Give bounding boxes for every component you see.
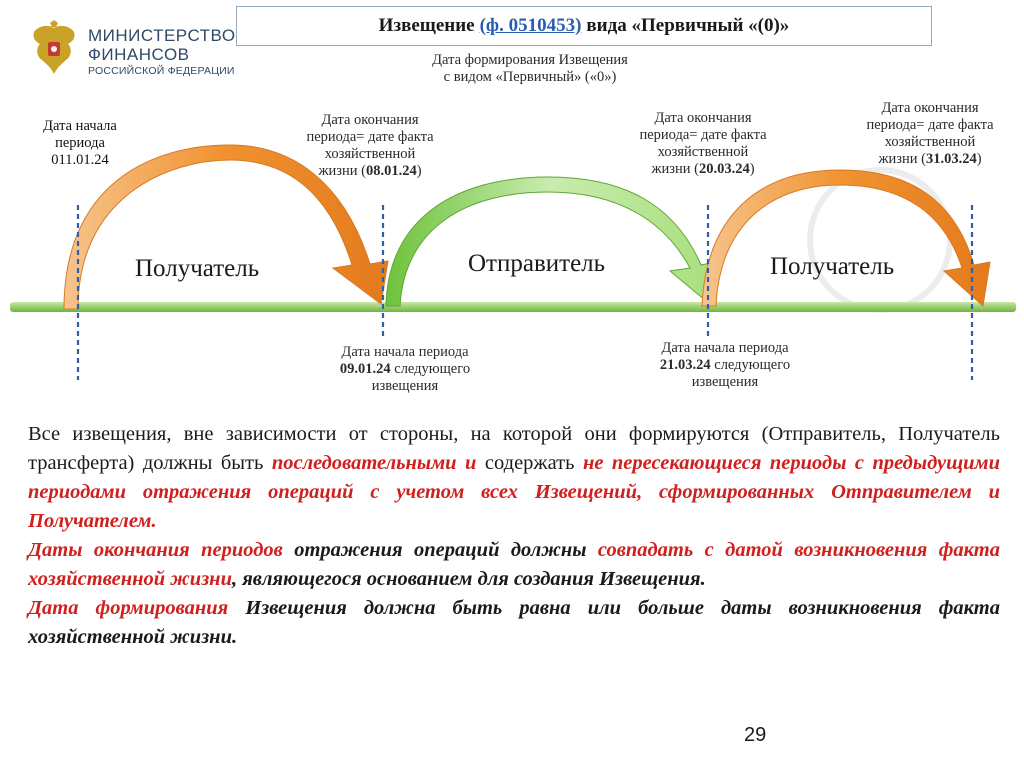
end1-line-4: жизни (08.01.24) <box>318 163 422 179</box>
formation-date-label <box>380 52 680 86</box>
receiver-label-1: Получатель <box>135 255 260 282</box>
formation-date-line-1: Дата формирования Извещения <box>432 52 628 68</box>
formation-date-line-2: с видом «Первичный» («0») <box>443 69 617 85</box>
page-number: 29 <box>744 724 767 746</box>
end-date-label-2 <box>608 110 798 178</box>
paragraph-1: Все извещения, вне зависимости от стороны, на которой они формируются (Отправитель, Получатель трансферта) должны быть последовательными и содержать не пересекающиеся периоды с предыдущими периодами отражения операций с учетом всех Извещений, сформированных Отправителем и Получателем. <box>28 423 1000 532</box>
end2-line-2: периода= дате факта <box>639 127 767 143</box>
paragraph-2: Даты окончания периодов отражения операций должны совпадать с датой возникновения факта хозяйственной жизни, являющегося основанием для создания Извещения. <box>28 539 1000 590</box>
highlight-sequential: последовательными и <box>271 452 477 474</box>
next2-line-3: извещения <box>691 374 759 390</box>
form-link[interactable]: (ф. 0510453) <box>479 15 582 36</box>
logo-line-3: РОССИЙСКОЙ ФЕДЕРАЦИИ <box>88 65 235 77</box>
logo-line-2: ФИНАНСОВ <box>88 45 190 64</box>
receiver-label-2: Получатель <box>770 253 895 280</box>
next1-line-3: извещения <box>371 378 439 394</box>
logo-line-1: МИНИСТЕРСТВО <box>88 26 236 45</box>
end3-line-3: хозяйственной <box>884 134 976 150</box>
end1-line-3: хозяйственной <box>324 146 416 162</box>
end-date-label-1 <box>280 112 460 180</box>
end3-line-4: жизни (31.03.24) <box>878 151 982 167</box>
end1-line-2: периода= дате факта <box>306 129 434 145</box>
next1-line-1: Дата начала периода <box>341 344 469 360</box>
paragraph-3: Дата формирования Извещения должна быть равна или больше даты возникновения факта хозяйственной жизни. <box>28 597 1000 648</box>
title-suffix: вида «Первичный «(0)» <box>586 15 790 36</box>
next1-date: 09.01.24 <box>339 361 391 377</box>
body-text <box>28 420 1000 652</box>
end3-line-2: периода= дате факта <box>866 117 994 133</box>
timeline <box>10 302 1016 312</box>
period-start-line-2: периода <box>55 135 105 151</box>
sender-arrow <box>386 177 716 306</box>
period-start-date: 011.01.24 <box>51 152 109 168</box>
highlight-formation-date: Дата формирования <box>28 597 229 619</box>
watermark-emblem <box>810 170 950 310</box>
next-start-label-2 <box>627 340 823 391</box>
title-prefix: Извещение <box>378 15 475 36</box>
end-date-label-3 <box>840 100 1020 168</box>
highlight-non-overlapping: не пересекающиеся периоды с предыдущими периодами отражения операций с учетом всех Извещений, сформированных Отправителем и Получателем. <box>28 452 1000 532</box>
end2-line-3: хозяйственной <box>657 144 749 160</box>
end2-line-4: жизни (20.03.24) <box>651 161 755 177</box>
end1-date: 08.01.24 <box>365 163 417 179</box>
receiver-arrow-2 <box>702 170 990 306</box>
end2-line-1: Дата окончания <box>654 110 752 126</box>
highlight-end-dates: Даты окончания периодов <box>28 539 283 561</box>
period-start-line-1: Дата начала <box>43 118 117 134</box>
next2-date: 21.03.24 <box>659 357 711 373</box>
slide-title <box>236 6 932 46</box>
sender-label: Отправитель <box>468 250 606 277</box>
highlight-coincide: совпадать с датой возникновения факта хозяйственной жизни <box>28 539 1000 590</box>
next1-line-2: 09.01.24 следующего <box>339 361 471 377</box>
next2-line-1: Дата начала периода <box>661 340 789 356</box>
ministry-logo <box>88 26 236 78</box>
end3-date: 31.03.24 <box>925 151 977 167</box>
end1-line-1: Дата окончания <box>321 112 419 128</box>
next2-line-2: 21.03.24 следующего <box>659 357 791 373</box>
end2-date: 20.03.24 <box>698 161 750 177</box>
end3-line-1: Дата окончания <box>881 100 979 116</box>
next-start-label-1 <box>310 344 500 395</box>
coat-of-arms-icon <box>28 20 80 80</box>
period-start-label <box>20 118 140 169</box>
